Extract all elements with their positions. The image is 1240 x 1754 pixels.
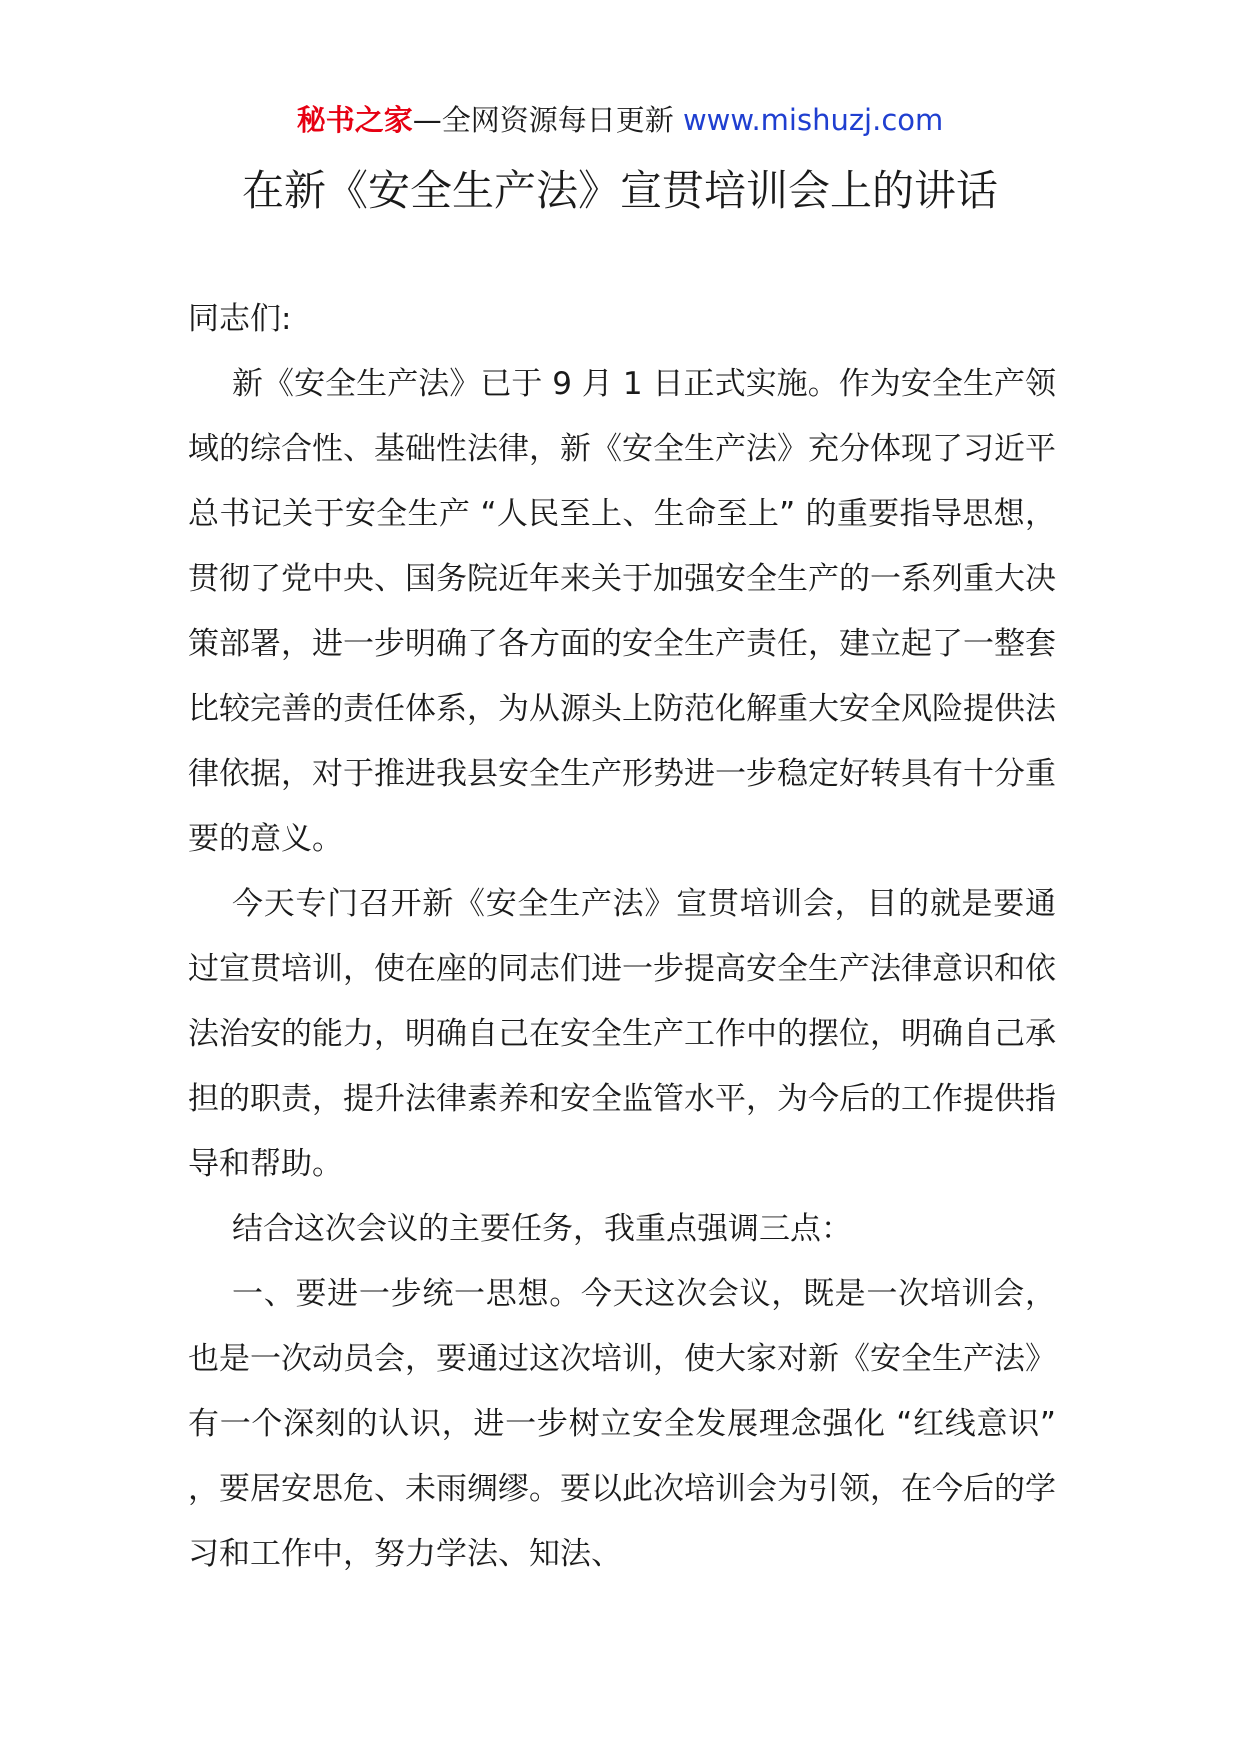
site-url-link[interactable]: www.mishuzj.com xyxy=(682,103,944,137)
paragraph-4: 一、要进一步统一思想。今天这次会议，既是一次培训会，也是一次动员会，要通过这次培训，使大家对新《安全生产法》有一个深刻的认识，进一步树立安全发展理念强化 “红线意识” ，要居安思危、未雨绸缪。要以此次培训会为引领，在今后的学习和工作中，努力学法、知法、 xyxy=(188,1276,1056,1572)
salutation: 同志们: xyxy=(188,301,292,337)
paragraph-3: 结合这次会议的主要任务，我重点强调三点： xyxy=(232,1211,852,1247)
site-slogan: —全网资源每日更新 xyxy=(412,103,683,137)
site-header xyxy=(0,100,1240,140)
paragraph-1: 新《安全生产法》已于 9 月 1 日正式实施。作为安全生产领域的综合性、基础性法律，新《安全生产法》充分体现了习近平总书记关于安全生产 “人民至上、生命至上” 的重要指导思想，贯彻了党中央、国务院近年来关于加强安全生产的一系列重大决策部署，进一步明确了各方面的安全生产责任，建立起了一整套比较完善的责任体系，为从源头上防范化解重大安全风险提供法律依据，对于推进我县安全生产形势进一步稳定好转具有十分重要的意义。 xyxy=(188,366,1056,857)
paragraph-2: 今天专门召开新《安全生产法》宣贯培训会，目的就是要通过宣贯培训，使在座的同志们进一步提高安全生产法律意识和依法治安的能力，明确自己在安全生产工作中的摆位，明确自己承担的职责，提升法律素养和安全监管水平，为今后的工作提供指导和帮助。 xyxy=(188,886,1056,1182)
document-title: 在新《安全生产法》宣贯培训会上的讲话 xyxy=(241,166,998,215)
document-body xyxy=(188,287,1056,1587)
site-brand: 秘书之家 xyxy=(296,103,413,137)
